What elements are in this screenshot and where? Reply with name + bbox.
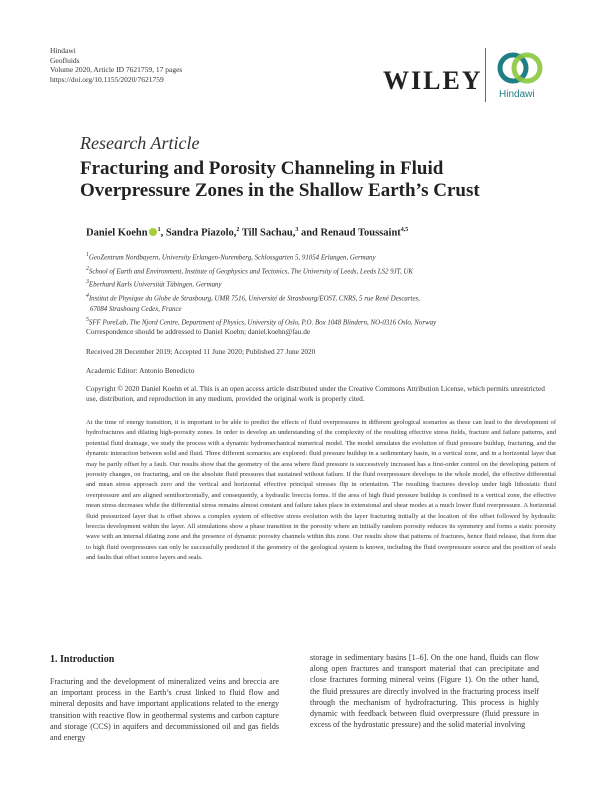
correspondence-line: Correspondence should be addressed to Daniel Koehn; daniel.koehn@fau.de: [86, 327, 311, 336]
affiliation-list: [86, 250, 556, 329]
affiliation-sup: 2: [86, 265, 89, 272]
logo-divider: [485, 48, 486, 102]
wiley-logo: WILEY: [383, 66, 483, 95]
journal-name-line: Geofluids: [50, 55, 80, 65]
affiliation-sup: 3: [86, 279, 89, 285]
affiliation-text: Eberhard Karls Universität Tübingen, Germany: [88, 281, 222, 289]
affiliation-item: [86, 264, 556, 278]
journal-doi-link[interactable]: https://doi.org/10.1155/2020/7621759: [50, 74, 164, 84]
copyright-notice: Copyright © 2020 Daniel Koehn et al. This is an open access article distributed under the Creative Commons Attribution License, which permits unrestricted use, distribution, and reproduction in any medium, provided the original work is properly cited.: [86, 384, 545, 404]
body-column-left: Fracturing and the development of mineralized veins and breccia are an important process in the Earth’s crust linked to fluid flow and mineral deposits and have important applications related to the energy transition with reactive flow in geothermal systems and carbon capture and storage (CCS) in aquifers and decommissioned oil and gas fields and energy: [50, 677, 279, 743]
author-name[interactable]: Sandra Piazolo,: [165, 227, 237, 239]
affiliation-text: SFF PoreLab, The Njord Centre, Department of Physics, University of Oslo, P.O. Box 1048 Blindern, NO-0316 Oslo, Norway: [88, 319, 437, 327]
affiliation-item: [86, 291, 556, 305]
affiliation-sup: 4: [86, 292, 89, 299]
publication-dates: Received 28 December 2019; Accepted 11 June 2020; Published 27 June 2020: [86, 347, 316, 356]
hindawi-wordmark: Hindawi: [499, 89, 535, 100]
journal-publisher-line: Hindawi: [50, 46, 76, 55]
affiliation-item: [86, 304, 556, 315]
author-name[interactable]: and Renaud Toussaint: [300, 227, 401, 239]
author-affiliation-sup: 1: [157, 227, 161, 233]
author-separator: ,: [160, 227, 166, 239]
journal-volume-line: Volume 2020, Article ID 7621759, 17 pages: [50, 65, 183, 75]
article-title: Fracturing and Porosity Channeling in Fluid Overpressure Zones in the Shallow Earth’s Crust: [80, 158, 480, 201]
section-heading: 1. Introduction: [50, 654, 115, 665]
academic-editor: Academic Editor: Antonio Benedicto: [86, 366, 195, 375]
affiliation-text: GeoZentrum Nordbayern, University Erlangen-Nuremberg, Schlossgarten 5, 91054 Erlangen, Germany: [88, 254, 376, 262]
author-list: [86, 227, 408, 239]
body-column-right: storage in sedimentary basins [1–6]. On the one hand, fluids can flow along open fractures and transport material that can precipitate and close fractures forming mineral veins (Figure 1). On the other hand, the fluid pressures are directly involved in the fracturing process itself through the mechanism of hydrofracturing. This process is highly dynamic with feedback between fluid overpressure (fluid pressure in excess of the hydrostatic pressure) and the solid material involving: [310, 653, 539, 730]
author-name[interactable]: Till Sachau,: [241, 227, 296, 239]
hindawi-logo-icon: [495, 48, 545, 88]
affiliation-item: [86, 277, 556, 291]
author-name[interactable]: Daniel Koehn: [86, 227, 148, 239]
abstract-text: At the time of energy transition, it is important to be able to predict the effects of fluid overpressures in different geological scenarios as these can lead to the development of hydrofractures and dilating high-porosity zones. In order to develop an understanding of the complexity of the resulting effective stress fields, fracture and failure patterns, and potential fluid drainage, we study the process with a dynamic hydromechanical numerical model. The model simulates the evolution of fluid pressure buildup, fracturing, and the dynamic interaction between solid and fluid. Three different scenarios are explored: fluid pressure buildup in a sedimentary basin, in a vertical zone, and in a horizontal layer that may be partly offset by a fault. Our results show that the geometry of the area where fluid pressure is successively increased has a first-order control on the developing pattern of porosity changes, on fracturing, and on the absolute fluid pressures that sustained without failure. If the fluid overpressure develops in the whole model, the effective differential and mean stress approach zero and the vertical and horizontal effective principal stresses flip in orientation. The resulting fractures develop under high lithostatic fluid overpressure and are aligned semihorizontally, and consequently, a hydraulic breccia forms. If the area of high fluid pressure buildup is confined in a vertical zone, the effective mean stress decreases while the differential stress remains almost constant and failure takes place in extensional and shear modes at a much lower fluid overpressure. A horizontal fluid pressurized layer that is offset shows a complex system of effective stress evolution with the layer fracturing initially at the location of the offset followed by hydraulic breccia development within the layer. All simulations show a phase transition in the porosity where an initially random porosity reduces its symmetry and forms a static porosity wave with an internal dilating zone and the presence of dynamic porosity channels within this zone. Our results show that patterns of fractures, hence fluid release, that form due to high fluid overpressures can only be successfully predicted if the geometry of the geological system is known, including the fluid overpressure source and the position of seals and faults that offset source layers and seals.: [86, 419, 556, 562]
orcid-icon[interactable]: [149, 228, 157, 236]
affiliation-item: [86, 250, 556, 264]
affiliation-sup: 1: [86, 252, 89, 258]
author-affiliation-sup: 2: [236, 227, 240, 233]
author-affiliation-sup: 4,5: [400, 227, 409, 233]
journal-metadata: [50, 46, 182, 84]
affiliation-text: School of Earth and Environment, Institute of Geophysics and Tectonics, The University of Leeds, Leeds LS2 9JT, UK: [88, 267, 414, 275]
affiliation-text: Institut de Physique du Globe de Strasbourg, UMR 7516, Université de Strasbourg/EOST, CNRS, 5 rue René Descartes,: [88, 294, 420, 302]
affiliation-text: 67084 Strasbourg Cedex, France: [90, 306, 182, 313]
affiliation-sup: 5: [86, 317, 89, 324]
article-type: Research Article: [80, 133, 200, 153]
author-affiliation-sup: 3: [295, 227, 299, 233]
